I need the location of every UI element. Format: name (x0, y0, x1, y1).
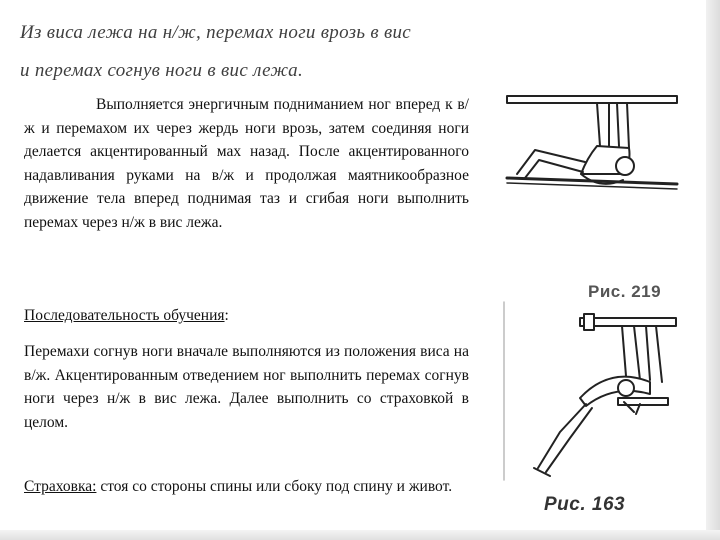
technique-paragraph: Выполняется энергичным подниманием ног вперед к в/ж и перемахом их через жердь ноги врозь, затем соединяя ноги делается акцентированный мах назад. После акцентированного надавливания руками на в/ж и продолжая маятникообразное движение тела вперед поднимая таз и сгибая ноги выполнить перемах через н/ж в вис лежа. (24, 96, 469, 231)
slide-border (706, 0, 720, 540)
spotting-text: стоя со стороны спины или сбоку под спину и живот. (96, 478, 453, 495)
slide-title (20, 14, 700, 90)
sequence-paragraph: Перемахи согнув ноги вначале выполняются из положения виса на в/ж. Акцентированным отведением ног выполнить перемах согнув ноги через н/ж в вис лежа. Далее выполнить со страховкой в целом. (24, 343, 469, 431)
title-line-1: Из виса лежа на н/ж, перемах ноги врозь в вис (20, 22, 412, 43)
sequence-colon: : (224, 307, 229, 324)
sequence-label: Последовательность обучения (24, 307, 225, 324)
slide-border-bottom (0, 530, 720, 540)
figure-163-illustration (500, 300, 680, 482)
spotting-paragraph (24, 475, 469, 499)
spotting-label: Страховка: (24, 478, 97, 495)
title-line-2: и перемах согнув ноги в вис лежа. (20, 60, 303, 81)
figure-163-caption: Рис. 163 (544, 494, 626, 515)
figure-219-caption: Рис. 219 (588, 282, 662, 301)
sequence-heading (24, 304, 469, 328)
figure-219-illustration (505, 88, 680, 203)
